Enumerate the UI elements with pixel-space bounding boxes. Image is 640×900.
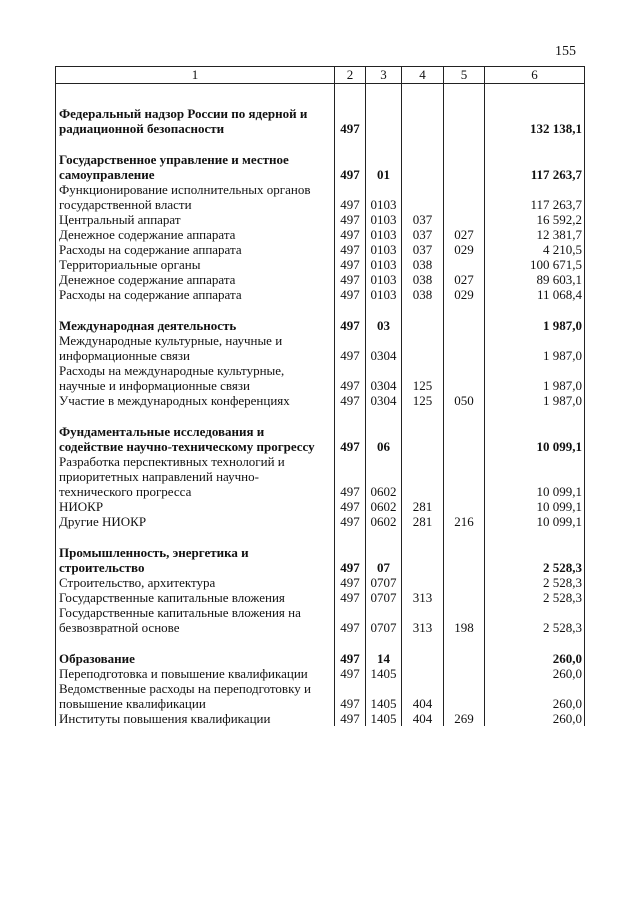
item-row: [56, 182, 585, 212]
spacer-cell: [335, 635, 366, 651]
spacer-cell: [56, 136, 335, 152]
table-header: [56, 67, 585, 84]
spacer-cell: [335, 84, 366, 107]
row-expense-code: 050: [444, 393, 485, 408]
row-amount: 2 528,3: [485, 575, 585, 590]
row-expense-code: 216: [444, 514, 485, 529]
section-row: [56, 424, 585, 454]
row-article-code: 404: [402, 711, 444, 726]
row-article-code: [402, 424, 444, 454]
row-ministry-code: 497: [335, 227, 366, 242]
row-section-code: 0707: [366, 575, 402, 590]
spacer-cell: [56, 408, 335, 424]
spacer-cell: [335, 136, 366, 152]
row-article-code: 038: [402, 257, 444, 272]
row-ministry-code: 497: [335, 590, 366, 605]
item-row: [56, 393, 585, 408]
column-header-article: 4: [402, 67, 444, 84]
spacer-cell: [366, 302, 402, 318]
row-ministry-code: 497: [335, 333, 366, 363]
item-row: [56, 363, 585, 393]
row-expense-code: 269: [444, 711, 485, 726]
row-article-code: 037: [402, 212, 444, 227]
spacer-cell: [402, 635, 444, 651]
row-name: Расходы на международные культурные, научные и информационные связи: [56, 363, 335, 393]
row-amount: 117 263,7: [485, 152, 585, 182]
row-amount: 260,0: [485, 681, 585, 711]
row-name: Институты повышения квалификации: [56, 711, 335, 726]
page-number: 155: [555, 44, 576, 59]
row-name: Переподготовка и повышение квалификации: [56, 666, 335, 681]
spacer-cell: [56, 635, 335, 651]
spacer-cell: [335, 408, 366, 424]
spacer-cell: [485, 84, 585, 107]
row-expense-code: [444, 545, 485, 575]
item-row: [56, 605, 585, 635]
row-name: Функционирование исполнительных органов государственной власти: [56, 182, 335, 212]
row-section-code: 1405: [366, 681, 402, 711]
row-section-code: 0304: [366, 393, 402, 408]
spacer-cell: [444, 84, 485, 107]
row-name: Расходы на содержание аппарата: [56, 287, 335, 302]
spacer-cell: [56, 529, 335, 545]
spacer-cell: [485, 635, 585, 651]
row-article-code: [402, 333, 444, 363]
item-row: [56, 333, 585, 363]
row-section-code: [366, 106, 402, 136]
spacer-row: [56, 529, 585, 545]
row-section-code: 0304: [366, 333, 402, 363]
section-row: [56, 152, 585, 182]
budget-table: [55, 66, 585, 726]
row-ministry-code: 497: [335, 242, 366, 257]
spacer-cell: [402, 302, 444, 318]
row-expense-code: [444, 424, 485, 454]
row-expense-code: [444, 666, 485, 681]
spacer-cell: [444, 529, 485, 545]
row-article-code: 281: [402, 514, 444, 529]
row-name: Участие в международных конференциях: [56, 393, 335, 408]
row-expense-code: [444, 363, 485, 393]
row-ministry-code: 497: [335, 318, 366, 333]
row-ministry-code: 497: [335, 152, 366, 182]
item-row: [56, 666, 585, 681]
row-name: Ведомственные расходы на переподготовку и повышение квалификации: [56, 681, 335, 711]
row-name: Другие НИОКР: [56, 514, 335, 529]
row-ministry-code: 497: [335, 182, 366, 212]
row-amount: 12 381,7: [485, 227, 585, 242]
row-name: Государственные капитальные вложения на безвозвратной основе: [56, 605, 335, 635]
spacer-cell: [366, 84, 402, 107]
row-article-code: 037: [402, 242, 444, 257]
item-row: [56, 287, 585, 302]
row-name: Фундаментальные исследования и содействие научно-техническому прогрессу: [56, 424, 335, 454]
row-amount: 260,0: [485, 651, 585, 666]
row-name: НИОКР: [56, 499, 335, 514]
row-expense-code: [444, 318, 485, 333]
column-header-expense-type: 5: [444, 67, 485, 84]
row-ministry-code: 497: [335, 424, 366, 454]
row-amount: 1 987,0: [485, 318, 585, 333]
row-expense-code: 027: [444, 227, 485, 242]
row-amount: 260,0: [485, 666, 585, 681]
item-row: [56, 575, 585, 590]
row-expense-code: [444, 454, 485, 499]
row-expense-code: [444, 106, 485, 136]
spacer-cell: [444, 302, 485, 318]
spacer-cell: [485, 408, 585, 424]
row-article-code: [402, 152, 444, 182]
row-name: Федеральный надзор России по ядерной и радиационной безопасности: [56, 106, 335, 136]
row-amount: 4 210,5: [485, 242, 585, 257]
row-ministry-code: 497: [335, 272, 366, 287]
item-row: [56, 681, 585, 711]
row-ministry-code: 497: [335, 651, 366, 666]
row-article-code: [402, 545, 444, 575]
row-article-code: 038: [402, 287, 444, 302]
row-amount: 10 099,1: [485, 499, 585, 514]
row-section-code: 07: [366, 545, 402, 575]
spacer-cell: [444, 635, 485, 651]
row-section-code: 1405: [366, 666, 402, 681]
item-row: [56, 499, 585, 514]
spacer-cell: [402, 408, 444, 424]
row-article-code: 037: [402, 227, 444, 242]
row-ministry-code: 497: [335, 605, 366, 635]
row-article-code: 313: [402, 590, 444, 605]
row-name: Денежное содержание аппарата: [56, 227, 335, 242]
row-name: Расходы на содержание аппарата: [56, 242, 335, 257]
row-amount: 16 592,2: [485, 212, 585, 227]
row-article-code: [402, 651, 444, 666]
row-name: Строительство, архитектура: [56, 575, 335, 590]
row-name: Государственное управление и местное самоуправление: [56, 152, 335, 182]
spacer-cell: [335, 302, 366, 318]
row-amount: 2 528,3: [485, 545, 585, 575]
row-amount: 100 671,5: [485, 257, 585, 272]
spacer-row: [56, 408, 585, 424]
row-amount: 1 987,0: [485, 363, 585, 393]
item-row: [56, 514, 585, 529]
row-section-code: 0602: [366, 454, 402, 499]
row-amount: 89 603,1: [485, 272, 585, 287]
row-expense-code: 029: [444, 242, 485, 257]
row-section-code: 0103: [366, 257, 402, 272]
spacer-cell: [366, 408, 402, 424]
row-section-code: 03: [366, 318, 402, 333]
row-section-code: 0707: [366, 590, 402, 605]
spacer-cell: [366, 136, 402, 152]
row-expense-code: [444, 333, 485, 363]
row-ministry-code: 497: [335, 514, 366, 529]
spacer-cell: [56, 84, 335, 107]
row-expense-code: [444, 499, 485, 514]
item-row: [56, 227, 585, 242]
row-expense-code: 198: [444, 605, 485, 635]
row-expense-code: [444, 681, 485, 711]
column-header-name: 1: [56, 67, 335, 84]
row-name: Международная деятельность: [56, 318, 335, 333]
row-article-code: [402, 318, 444, 333]
row-expense-code: [444, 257, 485, 272]
row-section-code: 0103: [366, 227, 402, 242]
spacer-cell: [366, 529, 402, 545]
row-amount: 2 528,3: [485, 590, 585, 605]
row-name: Государственные капитальные вложения: [56, 590, 335, 605]
row-ministry-code: 497: [335, 287, 366, 302]
row-section-code: 01: [366, 152, 402, 182]
row-amount: 1 987,0: [485, 333, 585, 363]
row-ministry-code: 497: [335, 499, 366, 514]
item-row: [56, 242, 585, 257]
spacer-cell: [402, 136, 444, 152]
row-amount: 260,0: [485, 711, 585, 726]
spacer-cell: [402, 529, 444, 545]
row-article-code: [402, 666, 444, 681]
row-expense-code: [444, 212, 485, 227]
row-expense-code: [444, 182, 485, 212]
row-ministry-code: 497: [335, 212, 366, 227]
item-row: [56, 590, 585, 605]
column-header-amount: 6: [485, 67, 585, 84]
row-ministry-code: 497: [335, 545, 366, 575]
row-name: Центральный аппарат: [56, 212, 335, 227]
item-row: [56, 212, 585, 227]
row-article-code: 313: [402, 605, 444, 635]
table-body: [56, 84, 585, 727]
row-ministry-code: 497: [335, 575, 366, 590]
section-row: [56, 318, 585, 333]
row-section-code: 0103: [366, 212, 402, 227]
row-expense-code: [444, 651, 485, 666]
row-section-code: 0103: [366, 287, 402, 302]
row-section-code: 0103: [366, 242, 402, 257]
spacer-cell: [485, 136, 585, 152]
spacer-cell: [56, 302, 335, 318]
row-ministry-code: 497: [335, 666, 366, 681]
row-amount: 2 528,3: [485, 605, 585, 635]
row-article-code: 281: [402, 499, 444, 514]
row-ministry-code: 497: [335, 454, 366, 499]
column-header-section: 3: [366, 67, 402, 84]
row-amount: 10 099,1: [485, 514, 585, 529]
row-article-code: [402, 182, 444, 212]
row-amount: 117 263,7: [485, 182, 585, 212]
row-article-code: 125: [402, 393, 444, 408]
row-article-code: [402, 575, 444, 590]
row-section-code: 1405: [366, 711, 402, 726]
row-amount: 132 138,1: [485, 106, 585, 136]
row-section-code: 06: [366, 424, 402, 454]
row-amount: 11 068,4: [485, 287, 585, 302]
row-article-code: [402, 106, 444, 136]
spacer-row: [56, 84, 585, 107]
row-article-code: [402, 454, 444, 499]
item-row: [56, 272, 585, 287]
row-section-code: 14: [366, 651, 402, 666]
row-article-code: 125: [402, 363, 444, 393]
row-amount: 1 987,0: [485, 393, 585, 408]
row-name: Международные культурные, научные и информационные связи: [56, 333, 335, 363]
row-ministry-code: 497: [335, 257, 366, 272]
row-ministry-code: 497: [335, 393, 366, 408]
row-article-code: 404: [402, 681, 444, 711]
row-name: Промышленность, энергетика и строительство: [56, 545, 335, 575]
item-row: [56, 257, 585, 272]
row-expense-code: 027: [444, 272, 485, 287]
spacer-cell: [485, 529, 585, 545]
row-ministry-code: 497: [335, 106, 366, 136]
column-header-ministry: 2: [335, 67, 366, 84]
section-row: [56, 651, 585, 666]
spacer-cell: [444, 136, 485, 152]
row-ministry-code: 497: [335, 681, 366, 711]
row-name: Территориальные органы: [56, 257, 335, 272]
spacer-row: [56, 136, 585, 152]
spacer-cell: [444, 408, 485, 424]
row-name: Образование: [56, 651, 335, 666]
row-expense-code: [444, 575, 485, 590]
spacer-cell: [366, 635, 402, 651]
row-expense-code: 029: [444, 287, 485, 302]
row-article-code: 038: [402, 272, 444, 287]
row-ministry-code: 497: [335, 363, 366, 393]
row-expense-code: [444, 590, 485, 605]
row-section-code: 0707: [366, 605, 402, 635]
row-amount: 10 099,1: [485, 454, 585, 499]
row-section-code: 0602: [366, 499, 402, 514]
item-row: [56, 711, 585, 726]
item-row: [56, 454, 585, 499]
row-name: Разработка перспективных технологий и приоритетных направлений научно-технического прогресса: [56, 454, 335, 499]
spacer-cell: [485, 302, 585, 318]
row-amount: 10 099,1: [485, 424, 585, 454]
spacer-cell: [402, 84, 444, 107]
section-row: [56, 545, 585, 575]
spacer-row: [56, 302, 585, 318]
row-section-code: 0103: [366, 182, 402, 212]
spacer-cell: [335, 529, 366, 545]
row-section-code: 0304: [366, 363, 402, 393]
row-name: Денежное содержание аппарата: [56, 272, 335, 287]
spacer-row: [56, 635, 585, 651]
section-row: [56, 106, 585, 136]
row-ministry-code: 497: [335, 711, 366, 726]
row-section-code: 0103: [366, 272, 402, 287]
row-section-code: 0602: [366, 514, 402, 529]
row-expense-code: [444, 152, 485, 182]
